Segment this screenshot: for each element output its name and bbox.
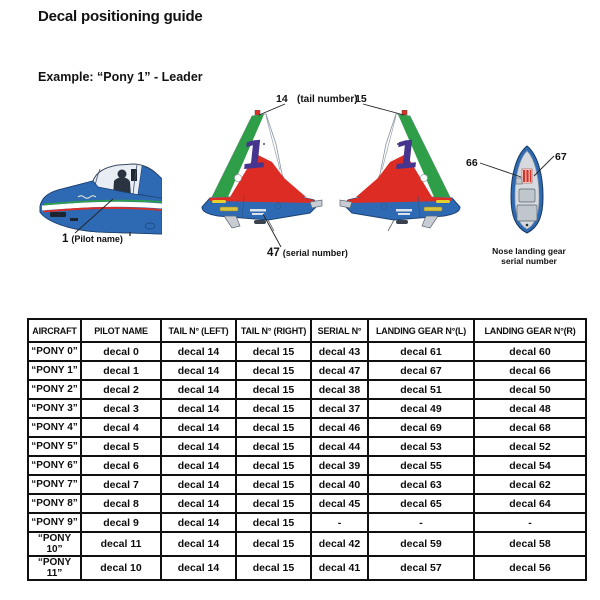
table-row [28,494,586,513]
nose-gear-caption-line1: Nose landing gear [492,246,566,256]
cell-gear-right: decal 66 [474,361,586,380]
nose-gear-caption [468,246,590,266]
cell-gear-right: decal 64 [474,494,586,513]
cell-gear-right: decal 54 [474,456,586,475]
table-row [28,361,586,380]
cell-serial: - [311,513,368,532]
pilot-name-callout [62,233,123,245]
cell-gear-right: decal 52 [474,437,586,456]
cell-pilot-name: decal 0 [81,342,161,361]
tail-number-caption: (tail number) [297,94,358,105]
cell-aircraft: “PONY 11” [28,556,81,580]
cell-serial: decal 38 [311,380,368,399]
cell-gear-left: decal 55 [368,456,474,475]
gear-decal-left-callout: 66 [466,157,478,169]
cell-pilot-name: decal 2 [81,380,161,399]
nose-gear-illustration [504,145,550,235]
column-header-serial: SERIAL N° [311,319,368,342]
table-row [28,513,586,532]
cell-serial: decal 47 [311,361,368,380]
cell-aircraft: “PONY 1” [28,361,81,380]
column-header-aircraft: AIRCRAFT [28,319,81,342]
cell-gear-left: decal 59 [368,532,474,556]
pilot-decal-number: 1 [62,233,69,245]
cell-tail-right: decal 15 [236,556,311,580]
cell-tail-right: decal 15 [236,437,311,456]
cell-tail-right: decal 15 [236,361,311,380]
cell-gear-left: - [368,513,474,532]
page-title: Decal positioning guide [38,8,203,25]
tail-numeral-decal-left: 1 [239,131,270,179]
cell-gear-left: decal 69 [368,418,474,437]
cell-tail-left: decal 14 [161,399,236,418]
cell-gear-right: decal 58 [474,532,586,556]
cell-pilot-name: decal 8 [81,494,161,513]
table-row [28,437,586,456]
cell-tail-left: decal 14 [161,342,236,361]
cell-serial: decal 44 [311,437,368,456]
gear-decal-right-callout: 67 [555,151,567,163]
cell-tail-left: decal 14 [161,475,236,494]
cell-tail-left: decal 14 [161,556,236,580]
cell-tail-right: decal 15 [236,342,311,361]
cell-tail-right: decal 15 [236,456,311,475]
cell-pilot-name: decal 1 [81,361,161,380]
cell-aircraft: “PONY 8” [28,494,81,513]
cell-serial: decal 42 [311,532,368,556]
cell-tail-right: decal 15 [236,475,311,494]
cell-gear-left: decal 51 [368,380,474,399]
cell-pilot-name: decal 6 [81,456,161,475]
cell-gear-left: decal 61 [368,342,474,361]
cell-aircraft: “PONY 5” [28,437,81,456]
serial-decal-number: 47 [267,247,280,259]
table-row [28,456,586,475]
cell-gear-right: decal 62 [474,475,586,494]
cell-tail-left: decal 14 [161,494,236,513]
cell-pilot-name: decal 3 [81,399,161,418]
cell-aircraft: “PONY 6” [28,456,81,475]
cell-tail-left: decal 14 [161,456,236,475]
cell-gear-left: decal 63 [368,475,474,494]
cell-serial: decal 37 [311,399,368,418]
column-header-pilot-name: PILOT NAME [81,319,161,342]
tail-numeral-decal-right: 1 [391,131,422,179]
cell-gear-left: decal 67 [368,361,474,380]
table-row [28,475,586,494]
table-row [28,399,586,418]
cell-gear-right: decal 60 [474,342,586,361]
cell-gear-right: decal 56 [474,556,586,580]
cell-aircraft: “PONY 10” [28,532,81,556]
nose-profile-illustration [38,160,162,236]
tail-number-left-callout: 14 [276,93,288,105]
cell-aircraft: “PONY 4” [28,418,81,437]
table-row [28,556,586,580]
cell-aircraft: “PONY 9” [28,513,81,532]
cell-pilot-name: decal 5 [81,437,161,456]
cell-gear-right: decal 48 [474,399,586,418]
cell-aircraft: “PONY 0” [28,342,81,361]
cell-tail-left: decal 14 [161,361,236,380]
cell-serial: decal 41 [311,556,368,580]
decal-table-body [28,342,586,580]
cell-gear-right: decal 50 [474,380,586,399]
cell-pilot-name: decal 11 [81,532,161,556]
decal-table [27,318,587,581]
cell-serial: decal 46 [311,418,368,437]
cell-serial: decal 45 [311,494,368,513]
cell-tail-left: decal 14 [161,418,236,437]
cell-tail-right: decal 15 [236,532,311,556]
column-header-gear-right: LANDING GEAR N°(R) [474,319,586,342]
cell-gear-left: decal 53 [368,437,474,456]
tail-views-illustration [198,110,464,236]
example-label: Example: “Pony 1” - Leader [38,70,203,84]
cell-pilot-name: decal 7 [81,475,161,494]
cell-tail-right: decal 15 [236,380,311,399]
table-row [28,532,586,556]
cell-aircraft: “PONY 3” [28,399,81,418]
decal-table-header [28,319,586,342]
cell-serial: decal 43 [311,342,368,361]
table-row [28,418,586,437]
cell-gear-left: decal 49 [368,399,474,418]
table-row [28,342,586,361]
pilot-decal-caption: (Pilot name) [71,234,123,244]
column-header-tail-left: TAIL N° (LEFT) [161,319,236,342]
cell-tail-left: decal 14 [161,513,236,532]
serial-decal-caption: (serial number) [282,248,348,258]
column-header-gear-left: LANDING GEAR N°(L) [368,319,474,342]
cell-tail-right: decal 15 [236,418,311,437]
header-row [28,319,586,342]
cell-tail-right: decal 15 [236,494,311,513]
cell-gear-left: decal 65 [368,494,474,513]
cell-aircraft: “PONY 7” [28,475,81,494]
cell-pilot-name: decal 10 [81,556,161,580]
column-header-tail-right: TAIL N° (RIGHT) [236,319,311,342]
nose-gear-caption-line2: serial number [501,256,557,266]
cell-pilot-name: decal 4 [81,418,161,437]
serial-number-callout [267,247,348,259]
cell-tail-left: decal 14 [161,532,236,556]
table-row [28,380,586,399]
cell-tail-left: decal 14 [161,437,236,456]
cell-tail-right: decal 15 [236,399,311,418]
cell-tail-left: decal 14 [161,380,236,399]
cell-serial: decal 39 [311,456,368,475]
cell-gear-right: - [474,513,586,532]
tail-number-right-callout: 15 [355,93,367,105]
cell-tail-right: decal 15 [236,513,311,532]
cell-gear-left: decal 57 [368,556,474,580]
cell-aircraft: “PONY 2” [28,380,81,399]
cell-pilot-name: decal 9 [81,513,161,532]
cell-serial: decal 40 [311,475,368,494]
cell-gear-right: decal 68 [474,418,586,437]
